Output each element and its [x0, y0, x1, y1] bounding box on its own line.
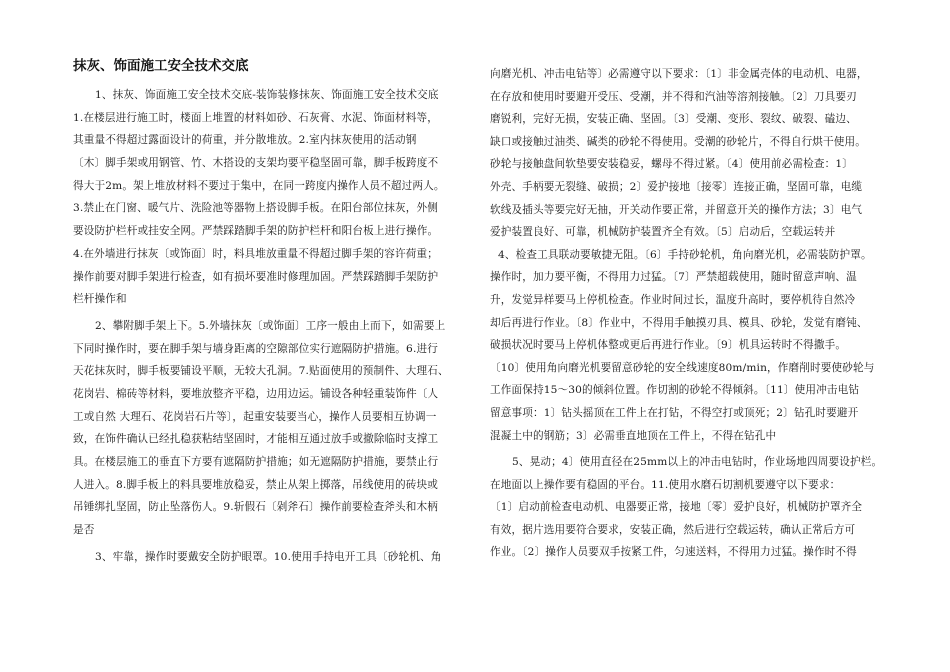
- text-line: 天花抹灰时，脚手板要铺设平顺，无较大孔洞。7.贴面使用的预制件、大理石、: [73, 365, 449, 378]
- text-line: 1.在楼层进行施工时，楼面上堆置的材料如砂、石灰膏、水泥、饰面材料等，: [73, 111, 438, 124]
- text-line: 4.在外墙进行抹灰〔或饰面〕时，料具堆放重量不得超过脚手架的容许荷重；: [73, 247, 438, 260]
- text-line: 〔木〕脚手架或用钢管、竹、木搭设的支架均要平稳坚固可靠，脚手板跨度不: [73, 157, 439, 170]
- text-line: 有效，据片选用要符合要求，安装正确，然后进行空载运转，确认正常后方可: [490, 523, 856, 536]
- text-line: 3.禁止在门窗、暖气片、洗险池等器物上搭设脚手板。在阳台部位抹灰，外侧: [73, 202, 438, 215]
- text-line: 得大于2m。架上堆放材料不要过于集中，在同一跨度内操作人员不超过两人。: [73, 179, 445, 192]
- text-line: 栏杆操作和: [73, 293, 127, 306]
- text-line: 人进入。8.脚手板上的料具要堆放稳妥，禁止从架上掷落，吊线使用的砖块或: [73, 478, 438, 491]
- text-line: 1、抹灰、饰面施工安全技术交底-装饰装修抹灰、饰面施工安全技术交底: [95, 89, 439, 101]
- text-line: 外壳、手柄要无裂缝、破损；2〕爱护接地〔接零〕连接正确，坚固可靠，电缆: [490, 180, 863, 193]
- left-column-text: [73, 84, 465, 568]
- text-line: 5、晃动；4〕使用直径在25mm以上的冲击电钻时，作业场地四周要设护栏。: [512, 456, 882, 469]
- text-line: 〔1〕启动前检查电动机、电器要正常，接地〔零〕爱护良好，机械防护罩齐全: [490, 501, 863, 514]
- left-column: [73, 56, 465, 568]
- text-line: 磨锐利，完好无损，安装正确、坚固。〔3〕受潮、变形、裂纹、破裂、磕边、: [490, 113, 857, 126]
- text-line: 混凝土中的钢筋；3〕必需垂直地顶在工件上，不得在钻孔中: [490, 429, 777, 442]
- text-line: 在地面以上操作要有稳固的平台。11.使用水磨石切割机要遵守以下要求：: [490, 478, 841, 491]
- text-line: 砂轮与接触盘间软垫要安装稳妥，螺母不得过紧。〔4〕使用前必需检查：1〕: [490, 158, 854, 171]
- text-line: 爱护装置良好、可靠，机械防护装置齐全有效。〔5〕启动后，空载运转并: [490, 226, 836, 239]
- text-line: 下同时操作时，要在脚手架与墙身距离的空隙部位实行遮隔防护措施。6.进行: [73, 342, 438, 355]
- text-line: 〔10〕使用角向磨光机要留意砂轮的安全线速度80m/min，作磨削时要使砂轮与: [490, 361, 875, 374]
- document-title: 抹灰、饰面施工安全技术交底: [73, 58, 249, 74]
- text-line: 作业。〔2〕操作人员要双手按紧工件，匀速送料，不得用力过猛。操作时不得: [490, 546, 857, 559]
- text-line: 致，在饰件确认已经扎稳获粘结坚固时，才能相互通过放手或撤除临时支撑工: [73, 433, 439, 446]
- text-line: 花岗岩、棉砖等材料，要堆放整齐平稳，边用边运。铺设各种轻重装饰件〔人: [73, 387, 439, 400]
- text-line: 在存放和使用时要避开受压、受潮，并不得和汽油等溶剂接触。〔2〕刀具要刃: [490, 90, 857, 103]
- text-line: 3、牢靠，操作时要戴安全防护眼罩。10.使用手持电开工具〔砂轮机、角: [95, 550, 442, 563]
- text-line: 升，发觉异样要马上停机检查。作业时间过长，温度升高时，要停机待自然冷: [490, 293, 856, 306]
- text-line: 软线及插头等要完好无抽，开关动作要正常，并留意开关的操作方法；3〕电气: [490, 203, 863, 216]
- text-line: 工或自然 大理石、花岗岩石片等〕，起重安装要当心，操作人员要相互协调一: [73, 410, 437, 423]
- text-line: 是否: [73, 524, 95, 537]
- text-line: 2、攀附脚手架上下。5.外墙抹灰〔或饰面〕工序一般由上而下，如需要上: [95, 319, 446, 332]
- text-line: 4、检查工具联动要敏捷无阻。〔6〕手持砂轮机，角向磨光机，必需装防护罩。: [498, 248, 872, 261]
- text-line: 工作面保持15～30的倾斜位置。作切割的砂轮不得倾斜。〔11〕使用冲击电钻: [490, 384, 860, 397]
- right-column: [490, 63, 882, 564]
- text-line: 操作时，加力要平衡，不得用力过猛。〔7〕严禁超载使用，随时留意声响、温: [490, 271, 857, 284]
- text-line: 却后再进行作业。〔8〕作业中，不得用手触摸刃具、模具、砂轮，发觉有磨钝、: [490, 316, 868, 329]
- text-line: 操作前要对脚手架进行检查，如有损坏要准时修理加固。严禁踩踏脚手架防护: [73, 270, 439, 283]
- text-line: 具。在楼层施工的垂直下方要有遮隔防护措施；如无遮隔防护措施，要禁止行: [73, 456, 439, 468]
- text-line: 破损状况时要马上停机体整或更后再进行作业。〔9〕机具运转时不得撒手。: [490, 339, 847, 352]
- text-line: 其重量不得超过露面设计的荷重，并分散堆放。2.室内抹灰使用的活动钢: [73, 134, 417, 147]
- text-line: 要设防护栏杆或挂安全网。严禁踩踏脚手架的防护栏杆和阳台板上进行操作。: [73, 225, 439, 238]
- text-line: 缺口或接触过油类、碱类的砂轮不得使用。受潮的砂轮片，不得自行烘干使用。: [490, 135, 867, 148]
- right-column-text: [490, 63, 882, 564]
- text-line: 吊锤绑扎坚固，防止坠落伤人。9.斩假石〔剁斧石〕操作前要检查斧头和木柄: [73, 501, 438, 514]
- text-line: 留意事项：1〕钻头摇顶在工件上在打钻，不得空打或顶死；2〕钻孔时要避开: [490, 406, 859, 419]
- text-line: 向磨光机、冲击电钻等〕必需遵守以下要求：〔1〕非金属壳体的电动机、电器，: [490, 68, 868, 80]
